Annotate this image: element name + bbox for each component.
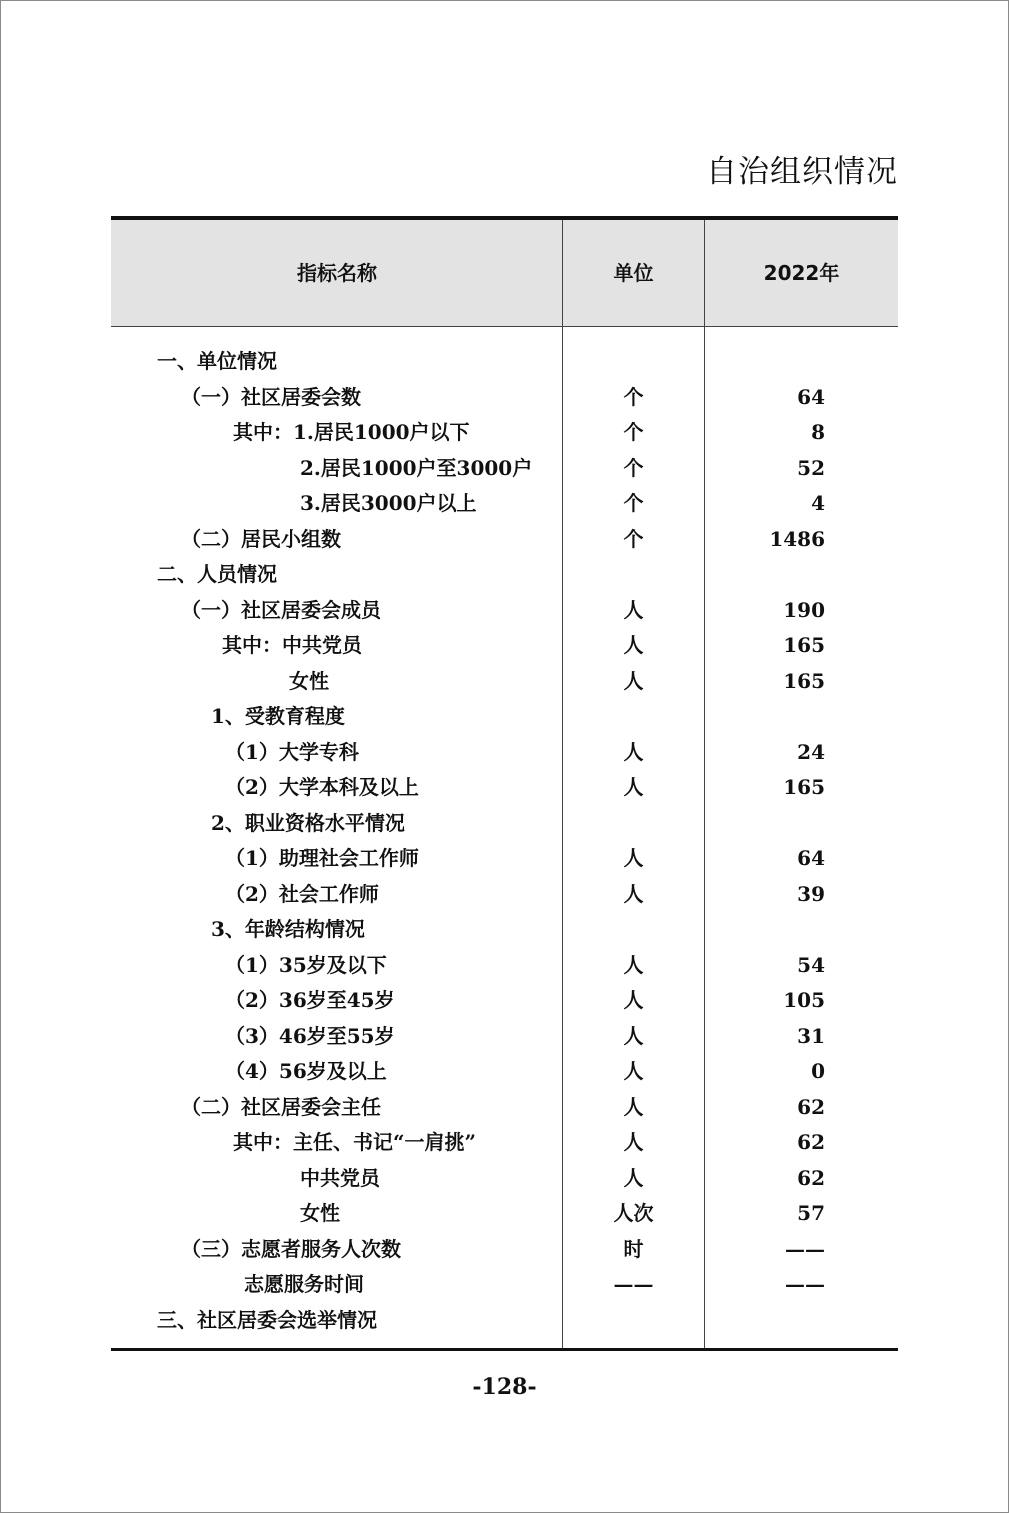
table-row <box>111 1019 898 1055</box>
page-title: 自治组织情况 <box>706 154 898 190</box>
row-value: 0 <box>811 1059 825 1083</box>
row-indicator-name: （2）社会工作师 <box>225 881 379 906</box>
row-indicator-name: 女性 <box>300 1201 340 1225</box>
row-indicator-name: （1）35岁及以下 <box>225 952 387 977</box>
row-indicator-name: （一）社区居委会成员 <box>181 597 381 622</box>
row-unit: 人 <box>623 775 644 799</box>
row-value: 31 <box>797 1023 825 1048</box>
row-indicator-name: 一、单位情况 <box>157 349 277 373</box>
row-unit: 人 <box>623 1059 644 1083</box>
row-value: 165 <box>783 668 825 693</box>
row-value: 39 <box>797 881 825 906</box>
row-unit: 人 <box>623 952 644 977</box>
table-row <box>111 735 898 771</box>
row-unit: 个 <box>623 420 644 444</box>
row-value: —— <box>785 1272 825 1296</box>
table-row <box>111 983 898 1019</box>
table-row <box>111 1267 898 1303</box>
table-body <box>111 344 898 1338</box>
table-row <box>111 628 898 664</box>
row-indicator-name: 1、受教育程度 <box>211 704 345 728</box>
row-indicator-name: 中共党员 <box>300 1165 380 1190</box>
table-row <box>111 1196 898 1232</box>
row-unit: 时 <box>623 1236 644 1261</box>
row-value: 1486 <box>769 526 825 551</box>
row-indicator-name: 3、年龄结构情况 <box>211 917 365 941</box>
row-value: 105 <box>783 988 825 1012</box>
row-value: 57 <box>797 1201 825 1225</box>
row-value: 64 <box>797 846 825 870</box>
row-indicator-name: （1）大学专科 <box>225 739 359 764</box>
row-value: —— <box>785 1236 825 1261</box>
row-unit: 人 <box>623 846 644 870</box>
row-unit: 个 <box>623 384 644 409</box>
row-unit: 人 <box>623 633 644 657</box>
row-unit: 人 <box>623 988 644 1012</box>
table-header <box>111 220 898 327</box>
table-row <box>111 841 898 877</box>
table-row <box>111 1303 898 1339</box>
header-indicator-name: 指标名称 <box>297 261 377 285</box>
row-indicator-name: 三、社区居委会选举情况 <box>157 1307 377 1332</box>
row-indicator-name: （二）社区居委会主任 <box>181 1094 381 1119</box>
row-value: 190 <box>783 597 825 622</box>
table-row <box>111 1090 898 1126</box>
page-number: -128- <box>472 1374 537 1400</box>
row-value: 64 <box>797 384 825 409</box>
table-row <box>111 415 898 451</box>
row-value: 165 <box>783 633 825 657</box>
row-unit: 人次 <box>613 1201 654 1225</box>
row-unit: 人 <box>623 1130 644 1154</box>
row-value: 8 <box>811 420 825 444</box>
row-unit: 人 <box>623 739 644 764</box>
row-unit: 人 <box>623 1023 644 1048</box>
row-unit: 人 <box>623 668 644 693</box>
row-value: 24 <box>797 739 825 764</box>
row-unit: 个 <box>623 455 644 480</box>
row-unit: 个 <box>623 491 644 515</box>
row-unit: 个 <box>623 526 644 551</box>
table-row <box>111 948 898 984</box>
row-unit: 人 <box>623 881 644 906</box>
row-indicator-name: 女性 <box>289 668 329 693</box>
row-indicator-name: （1）助理社会工作师 <box>225 846 419 870</box>
table-row <box>111 380 898 416</box>
row-unit: 人 <box>623 1094 644 1119</box>
table-row <box>111 486 898 522</box>
row-unit: 人 <box>623 1165 644 1190</box>
row-indicator-name: 志愿服务时间 <box>244 1272 364 1296</box>
row-indicator-name: （一）社区居委会数 <box>181 384 361 409</box>
row-value: 54 <box>797 952 825 977</box>
row-indicator-name: （二）居民小组数 <box>181 526 341 551</box>
table-row <box>111 877 898 913</box>
row-value: 4 <box>811 491 825 515</box>
table-bottom-rule <box>111 1348 898 1351</box>
header-year: 2022年 <box>763 261 840 285</box>
table-row <box>111 770 898 806</box>
row-indicator-name: （4）56岁及以上 <box>225 1059 387 1083</box>
table-row <box>111 451 898 487</box>
row-indicator-name: 其中：1.居民1000户以下 <box>233 420 470 444</box>
table-row <box>111 1232 898 1268</box>
row-indicator-name: 其中：中共党员 <box>222 633 362 657</box>
table-row <box>111 1161 898 1197</box>
table-row <box>111 1054 898 1090</box>
row-indicator-name: 二、人员情况 <box>157 562 277 586</box>
row-unit: 人 <box>623 597 644 622</box>
row-indicator-name: 2.居民1000户至3000户 <box>300 455 533 480</box>
row-indicator-name: 其中：主任、书记“一肩挑” <box>233 1130 477 1154</box>
table-row <box>111 593 898 629</box>
table-row <box>111 344 898 380</box>
row-unit: —— <box>613 1272 654 1296</box>
table-row <box>111 699 898 735</box>
row-indicator-name: 2、职业资格水平情况 <box>211 810 405 835</box>
row-value: 62 <box>797 1130 825 1154</box>
row-value: 52 <box>797 455 825 480</box>
header-unit: 单位 <box>613 261 654 285</box>
row-indicator-name: （2）大学本科及以上 <box>225 775 419 799</box>
table-row <box>111 522 898 558</box>
row-indicator-name: （2）36岁至45岁 <box>225 988 395 1012</box>
table-row <box>111 806 898 842</box>
table-row <box>111 1125 898 1161</box>
table-row <box>111 664 898 700</box>
row-value: 62 <box>797 1094 825 1119</box>
row-indicator-name: （3）46岁至55岁 <box>225 1023 395 1048</box>
row-value: 165 <box>783 775 825 799</box>
table-row <box>111 557 898 593</box>
row-value: 62 <box>797 1165 825 1190</box>
row-indicator-name: （三）志愿者服务人次数 <box>181 1236 401 1261</box>
row-indicator-name: 3.居民3000户以上 <box>300 491 477 515</box>
table-row <box>111 912 898 948</box>
